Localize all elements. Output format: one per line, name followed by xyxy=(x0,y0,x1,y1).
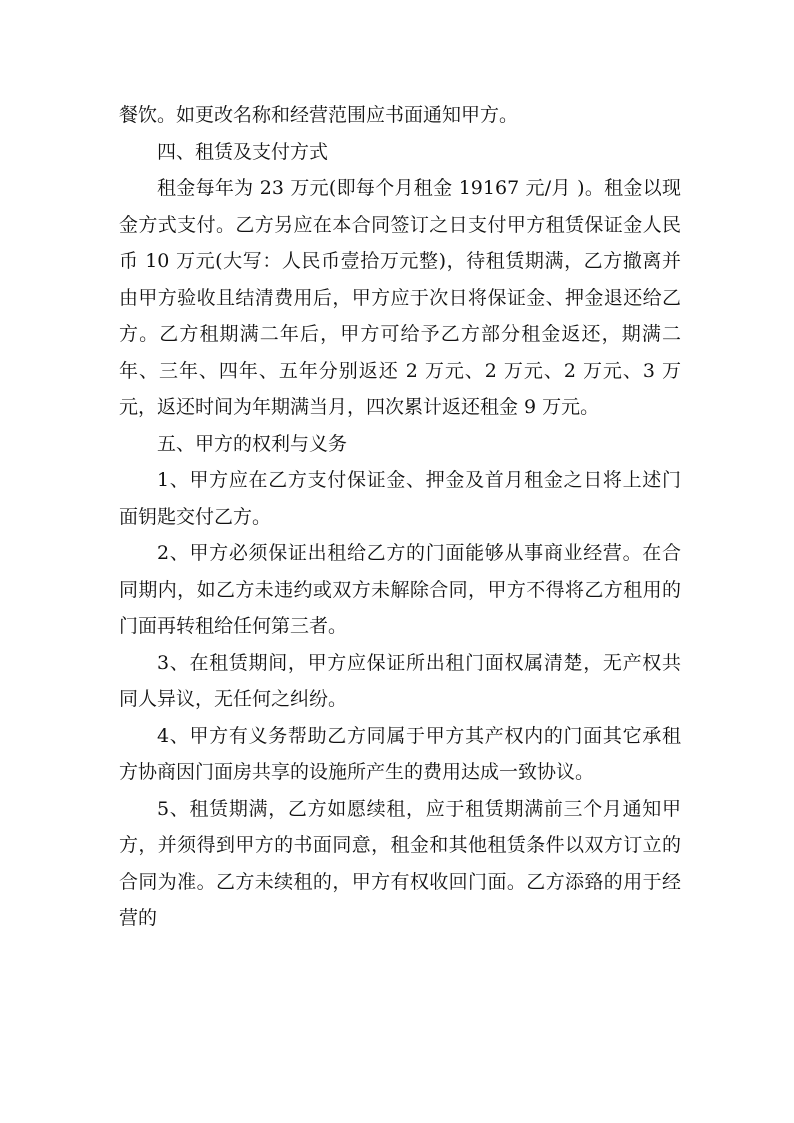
clause-4: 4、甲方有义务帮助乙方同属于甲方其产权内的门面其它承租方协商因门面房共享的设施所产生的费用达成一致协议。 xyxy=(119,724,681,783)
paragraph-continuation: 餐饮。如更改名称和经营范围应书面通知甲方。 xyxy=(119,104,519,126)
section-heading-rent-payment: 四、租赁及支付方式 xyxy=(157,140,329,163)
paragraph-rent-terms: 租金每年为 23 万元(即每个月租金 19167 元/月 )。租金以现金方式支付。乙方另应在本合同签订之日支付甲方租赁保证金人民币 10 万元(大写：人民币壹拾万元整)，待租赁期满，乙方撤离并由甲方验收且结清费用后，甲方应于次日将保证金、押金退还给乙方。乙方租期满二年后，甲方可给予乙方部分租金返还，期满二年、三年、四年、五年分别返还 2 万元、2 万元、2 万元、3 万元，返还时间为年期满当月，四次累计返还租金 9 万元。 xyxy=(119,177,681,418)
clause-2: 2、甲方必须保证出租给乙方的门面能够从事商业经营。在合同期内，如乙方未违约或双方未解除合同，甲方不得将乙方租用的门面再转租给任何第三者。 xyxy=(119,542,681,637)
clause-5: 5、租赁期满，乙方如愿续租，应于租赁期满前三个月通知甲方，并须得到甲方的书面同意，租金和其他租赁条件以双方订立的合同为准。乙方未续租的，甲方有权收回门面。乙方添臵的用于经营的 xyxy=(119,797,681,929)
section-heading-lessor-rights: 五、甲方的权利与义务 xyxy=(157,432,348,455)
clause-1: 1、甲方应在乙方支付保证金、押金及首月租金之日将上述门面钥匙交付乙方。 xyxy=(119,469,681,528)
document-body xyxy=(119,97,681,937)
clause-3: 3、在租赁期间，甲方应保证所出租门面权属清楚，无产权共同人异议，无任何之纠纷。 xyxy=(119,651,681,710)
